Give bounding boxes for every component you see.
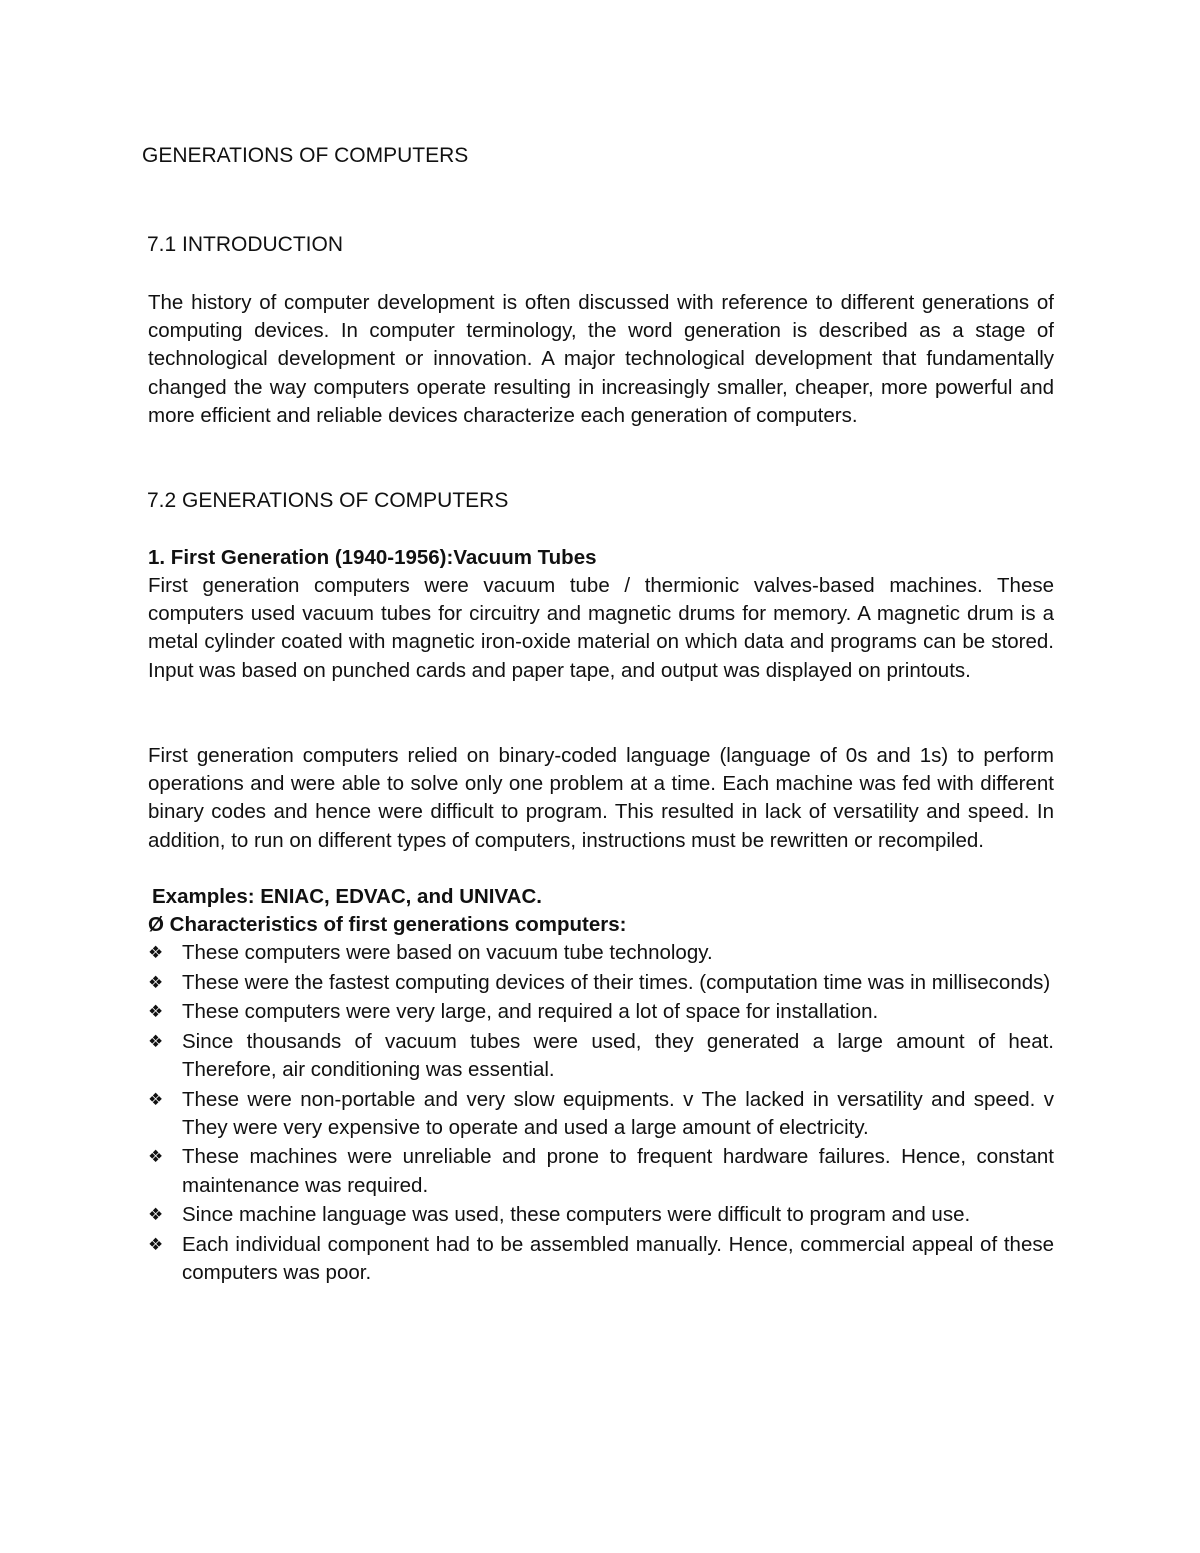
introduction-heading: 7.1 INTRODUCTION	[147, 233, 344, 256]
list-item-text: Each individual component had to be assembled manually. Hence, commercial appeal of these computers was poor.	[182, 1232, 1054, 1284]
diamond-bullet-icon: ❖	[148, 1234, 164, 1254]
list-item	[148, 969, 1054, 997]
generations-heading: 7.2 GENERATIONS OF COMPUTERS	[147, 489, 509, 512]
diamond-bullet-icon: ❖	[148, 1147, 164, 1167]
list-item	[148, 1028, 1054, 1084]
list-item	[148, 939, 1054, 967]
list-item-text: These machines were unreliable and prone to frequent hardware failures. Hence, constant maintenance was required.	[182, 1145, 1054, 1197]
characteristics-list	[148, 939, 1054, 1289]
list-item-text: Since machine language was used, these computers were difficult to program and use.	[182, 1203, 971, 1227]
list-item	[148, 998, 1054, 1026]
diamond-bullet-icon: ❖	[148, 943, 164, 962]
list-item	[148, 1231, 1054, 1287]
diamond-bullet-icon: ❖	[148, 972, 164, 992]
list-item-text: These were non-portable and very slow equipments. v The lacked in versatility and speed. v They were very expensive to operate and used a large amount of electricity.	[182, 1087, 1054, 1139]
list-item-text: These computers were very large, and required a lot of space for installation.	[182, 1000, 879, 1024]
list-item	[148, 1143, 1054, 1199]
document-page	[142, 0, 1054, 1553]
diamond-bullet-icon: ❖	[148, 1002, 164, 1022]
characteristics-heading: Ø Characteristics of first generations computers:	[148, 913, 627, 936]
diamond-bullet-icon: ❖	[148, 1205, 164, 1225]
list-item-text: These were the fastest computing devices of their times. (computation time was in milliseconds)	[182, 970, 1051, 994]
diamond-bullet-icon: ❖	[148, 1089, 164, 1109]
list-item	[148, 1086, 1054, 1142]
diamond-bullet-icon: ❖	[148, 1031, 164, 1051]
examples-line: Examples: ENIAC, EDVAC, and UNIVAC.	[152, 885, 542, 908]
binary-language-paragraph: First generation computers relied on binary-coded language (language of 0s and 1s) to perform operations and were able to solve only one problem at a time. Each machine was fed with different binary codes and hence were difficult to program. This resulted in lack of versatility and speed. In addition, to run on different types of computers, instructions must be rewritten or recompiled.	[148, 744, 1054, 852]
first-generation-heading: 1. First Generation (1940-1956):Vacuum Tubes	[148, 546, 597, 569]
list-item-text: These computers were based on vacuum tube technology.	[182, 941, 713, 964]
list-item	[148, 1201, 1054, 1229]
introduction-paragraph: The history of computer development is often discussed with reference to different generations of computing devices. In computer terminology, the word generation is described as a stage of technological development or innovation. A major technological development that fundamentally changed the way computers operate resulting in increasingly smaller, cheaper, more powerful and more efficient and reliable devices characterize each generation of computers.	[148, 291, 1054, 427]
document-title: GENERATIONS OF COMPUTERS	[142, 144, 469, 167]
first-generation-paragraph: First generation computers were vacuum tube / thermionic valves-based machines. These computers used vacuum tubes for circuitry and magnetic drums for memory. A magnetic drum is a metal cylinder coated with magnetic iron-oxide material on which data and programs can be stored. Input was based on punched cards and paper tape, and output was displayed on printouts.	[148, 574, 1054, 682]
list-item-text: Since thousands of vacuum tubes were used, they generated a large amount of heat. Therefore, air conditioning was essential.	[182, 1029, 1054, 1081]
